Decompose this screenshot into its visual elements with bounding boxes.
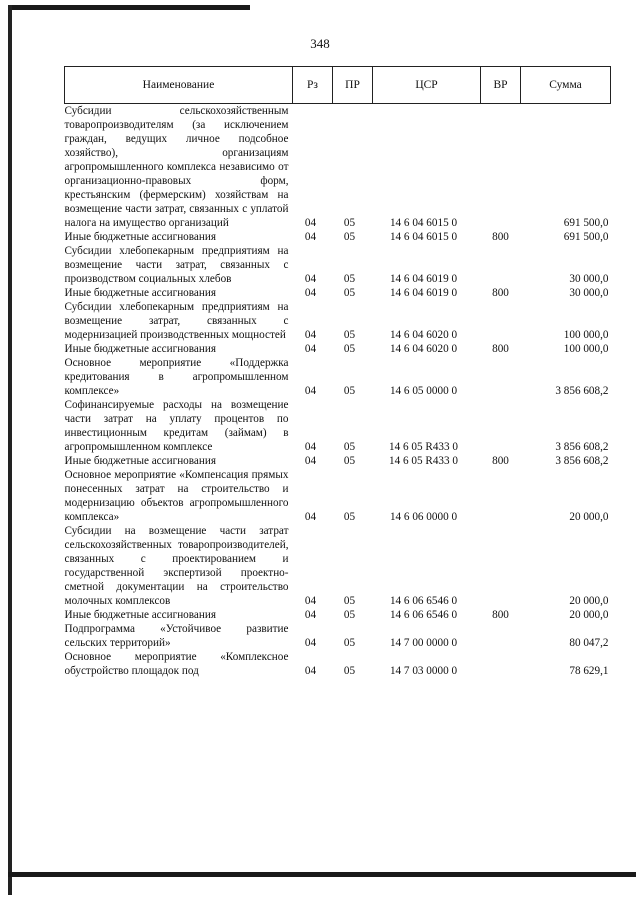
row-csr: 14 7 03 0000 0 bbox=[389, 665, 458, 677]
row-sum: 691 500,0 bbox=[563, 231, 609, 243]
row-vr: 800 bbox=[492, 287, 509, 299]
row-csr: 14 6 04 6019 0 bbox=[389, 287, 458, 299]
table-row bbox=[65, 608, 611, 622]
row-rz: 04 bbox=[304, 609, 317, 621]
row-pr: 05 bbox=[343, 455, 356, 467]
header-rz: Рз bbox=[293, 67, 333, 104]
row-pr: 05 bbox=[343, 231, 356, 243]
row-vr bbox=[481, 104, 521, 231]
row-pr: 05 bbox=[343, 441, 356, 453]
header-name: Наименование bbox=[65, 67, 293, 104]
row-pr: 05 bbox=[343, 343, 356, 355]
row-sum: 20 000,0 bbox=[569, 609, 609, 621]
row-pr: 05 bbox=[343, 511, 356, 523]
row-name: Основное мероприятие «Компенсация прямых понесенных затрат на строительство и модернизацию объектов агропромышленного комплекса» bbox=[64, 469, 289, 523]
table-row bbox=[65, 398, 611, 454]
row-name: Субсидии сельскохозяйственным товаропроизводителям (за исключением граждан, ведущих личное подсобное хозяйство), организациям агропромышленного комплекса независимо от организационно-правовых форм, крестьянским (фермерским) хозяйствам на возмещение части затрат, связанных с уплатой налога на имущество организаций bbox=[64, 105, 289, 229]
row-sum: 30 000,0 bbox=[569, 273, 609, 285]
table-row bbox=[65, 454, 611, 468]
row-name: Софинансируемые расходы на возмещение части затрат на уплату процентов по инвестиционным кредитам (займам) в агропромышленном комплексе bbox=[64, 399, 289, 453]
row-name: Иные бюджетные ассигнования bbox=[64, 455, 216, 467]
table-row bbox=[65, 104, 611, 231]
header-vr: ВР bbox=[481, 67, 521, 104]
row-rz: 04 bbox=[304, 287, 317, 299]
row-vr: 800 bbox=[492, 455, 509, 467]
row-sum: 100 000,0 bbox=[563, 343, 609, 355]
row-name: Основное мероприятие «Комплексное обустройство площадок под bbox=[64, 651, 289, 677]
row-pr: 05 bbox=[343, 609, 356, 621]
row-vr bbox=[481, 398, 521, 454]
row-csr: 14 6 05 R433 0 bbox=[389, 441, 458, 453]
row-csr: 14 6 05 R433 0 bbox=[389, 455, 458, 467]
row-pr: 05 bbox=[343, 665, 356, 677]
row-vr bbox=[481, 356, 521, 398]
row-pr: 05 bbox=[343, 385, 356, 397]
row-rz: 04 bbox=[304, 455, 317, 467]
row-rz: 04 bbox=[304, 595, 317, 607]
row-csr: 14 6 05 0000 0 bbox=[389, 385, 458, 397]
scan-edge-top bbox=[10, 5, 250, 10]
row-csr: 14 7 00 0000 0 bbox=[389, 637, 458, 649]
table-row bbox=[65, 230, 611, 244]
row-vr bbox=[481, 650, 521, 678]
row-sum: 3 856 608,2 bbox=[555, 441, 609, 453]
row-pr: 05 bbox=[343, 217, 356, 229]
table-row bbox=[65, 356, 611, 398]
row-vr: 800 bbox=[492, 231, 509, 243]
table-row bbox=[65, 244, 611, 286]
row-name: Подпрограмма «Устойчивое развитие сельских территорий» bbox=[64, 623, 289, 649]
row-name: Основное мероприятие «Поддержка кредитования в агропромышленном комплексе» bbox=[64, 357, 289, 397]
table-row bbox=[65, 342, 611, 356]
table-body bbox=[65, 104, 611, 679]
row-name: Субсидии хлебопекарным предприятиям на возмещение затрат, связанных с модернизацией производственных мощностей bbox=[64, 301, 289, 341]
row-vr bbox=[481, 524, 521, 608]
row-vr bbox=[481, 244, 521, 286]
table-row bbox=[65, 524, 611, 608]
row-name: Иные бюджетные ассигнования bbox=[64, 231, 216, 243]
row-rz: 04 bbox=[304, 343, 317, 355]
row-csr: 14 6 04 6019 0 bbox=[389, 273, 458, 285]
row-csr: 14 6 04 6015 0 bbox=[389, 231, 458, 243]
budget-table bbox=[64, 66, 611, 678]
row-sum: 691 500,0 bbox=[563, 217, 609, 229]
row-csr: 14 6 04 6020 0 bbox=[389, 329, 458, 341]
row-vr: 800 bbox=[492, 609, 509, 621]
row-rz: 04 bbox=[304, 217, 317, 229]
scan-edge-left bbox=[8, 5, 12, 895]
page-number: 348 bbox=[310, 36, 330, 51]
table-row bbox=[65, 622, 611, 650]
row-sum: 3 856 608,2 bbox=[555, 455, 609, 467]
row-name: Субсидии хлебопекарным предприятиям на возмещение части затрат, связанных с производством социальных хлебов bbox=[64, 245, 289, 285]
scan-edge-bottom bbox=[8, 872, 636, 877]
row-rz: 04 bbox=[304, 329, 317, 341]
table-row bbox=[65, 468, 611, 524]
row-vr bbox=[481, 300, 521, 342]
row-sum: 80 047,2 bbox=[569, 637, 609, 649]
header-csr: ЦСР bbox=[373, 67, 481, 104]
row-vr bbox=[481, 468, 521, 524]
header-sum: Сумма bbox=[521, 67, 611, 104]
row-rz: 04 bbox=[304, 665, 317, 677]
row-name: Субсидии на возмещение части затрат сельскохозяйственных товаропроизводителей, связанных с проектированием и государственной экспертизой проектно-сметной документации на строительство молочных комплексов bbox=[64, 525, 289, 607]
row-pr: 05 bbox=[343, 273, 356, 285]
table-row bbox=[65, 650, 611, 678]
row-sum: 100 000,0 bbox=[563, 329, 609, 341]
row-rz: 04 bbox=[304, 511, 317, 523]
row-pr: 05 bbox=[343, 595, 356, 607]
row-name: Иные бюджетные ассигнования bbox=[64, 609, 216, 621]
row-vr bbox=[481, 622, 521, 650]
row-sum: 30 000,0 bbox=[569, 287, 609, 299]
table-row bbox=[65, 300, 611, 342]
row-rz: 04 bbox=[304, 385, 317, 397]
row-csr: 14 6 04 6020 0 bbox=[389, 343, 458, 355]
header-pr: ПР bbox=[333, 67, 373, 104]
row-rz: 04 bbox=[304, 231, 317, 243]
row-name: Иные бюджетные ассигнования bbox=[64, 343, 216, 355]
row-vr: 800 bbox=[492, 343, 509, 355]
table-row bbox=[65, 286, 611, 300]
row-sum: 78 629,1 bbox=[569, 665, 609, 677]
row-csr: 14 6 06 6546 0 bbox=[389, 595, 458, 607]
row-rz: 04 bbox=[304, 273, 317, 285]
row-pr: 05 bbox=[343, 287, 356, 299]
row-pr: 05 bbox=[343, 637, 356, 649]
row-rz: 04 bbox=[304, 637, 317, 649]
row-csr: 14 6 06 6546 0 bbox=[389, 609, 458, 621]
row-csr: 14 6 04 6015 0 bbox=[389, 217, 458, 229]
row-rz: 04 bbox=[304, 441, 317, 453]
row-sum: 3 856 608,2 bbox=[555, 385, 609, 397]
row-sum: 20 000,0 bbox=[569, 511, 609, 523]
table-header-row bbox=[65, 67, 611, 104]
row-pr: 05 bbox=[343, 329, 356, 341]
row-name: Иные бюджетные ассигнования bbox=[64, 287, 216, 299]
row-csr: 14 6 06 0000 0 bbox=[389, 511, 458, 523]
row-sum: 20 000,0 bbox=[569, 595, 609, 607]
